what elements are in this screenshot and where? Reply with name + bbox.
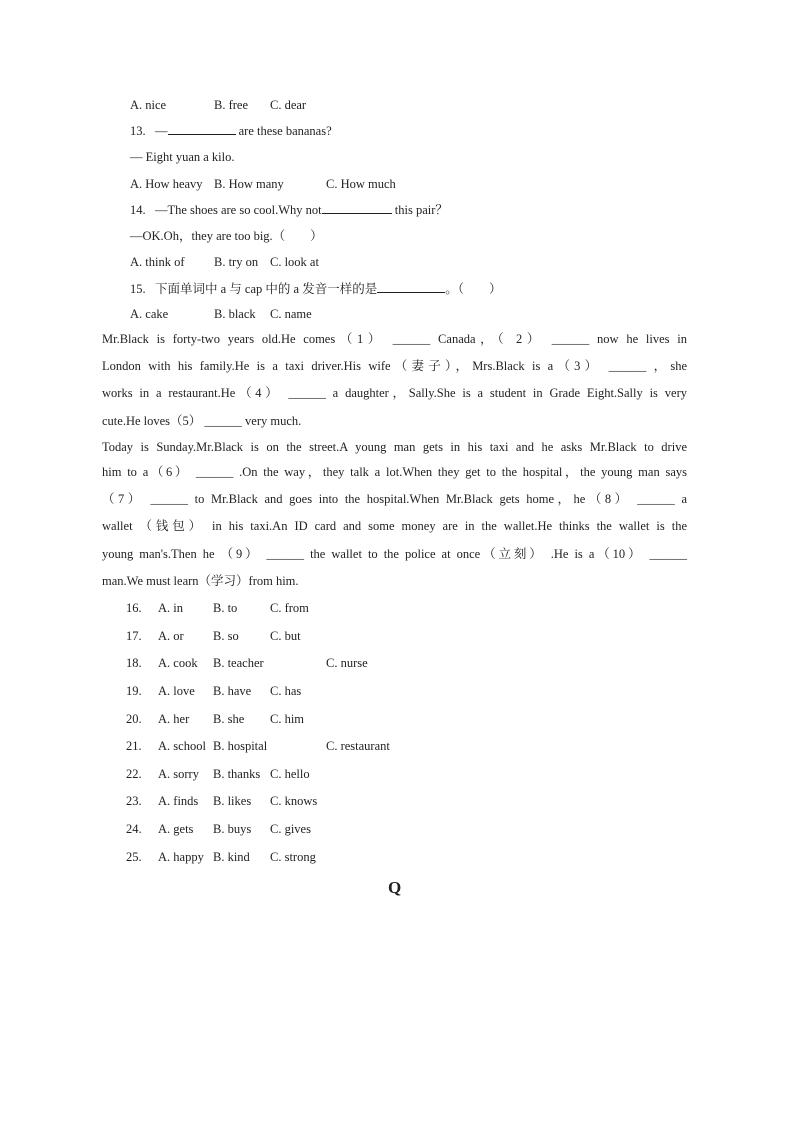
- option-c: C. strong: [270, 850, 316, 864]
- q13-number: 13.: [130, 124, 146, 138]
- option-b: B. so: [213, 629, 239, 643]
- option-b: B. kind: [213, 850, 250, 864]
- option-c: C. hello: [270, 767, 310, 781]
- option-number: 24.: [126, 822, 142, 836]
- q15-stem-pre: 下面单词中 a 与 cap 中的 a 发音一样的是: [155, 282, 378, 296]
- option-number: 22.: [126, 767, 142, 781]
- option-a: A. or: [158, 629, 184, 643]
- passage-line-1: Mr.Black is forty-two years old.He comes（1） ______ Canada，（ 2） ______ now he lives in: [102, 332, 687, 346]
- q13-dash: —: [155, 124, 168, 138]
- q14-option-b: B. try on: [214, 255, 259, 269]
- option-c: C. nurse: [326, 656, 368, 670]
- option-b: B. teacher: [213, 656, 264, 670]
- option-number: 21.: [126, 739, 142, 753]
- option-number: 20.: [126, 712, 142, 726]
- option-number: 17.: [126, 629, 142, 643]
- option-c: C. but: [270, 629, 301, 643]
- q13-option-a: A. How heavy: [130, 177, 203, 191]
- option-b: B. have: [213, 684, 252, 698]
- passage-line-8: wallet （钱包） in his taxi.An ID card and some money are in the wallet.He thinks the wallet is the: [102, 519, 687, 533]
- option-c: C. from: [270, 601, 309, 615]
- option-number: 16.: [126, 601, 142, 615]
- q13-stem: [130, 122, 332, 139]
- option-b: B. buys: [213, 822, 252, 836]
- q12-option-b: B. free: [214, 98, 249, 112]
- option-a: A. cook: [158, 656, 198, 670]
- q15-option-b: B. black: [214, 307, 256, 321]
- option-c: C. restaurant: [326, 739, 390, 753]
- option-a: A. gets: [158, 822, 194, 836]
- option-a: A. her: [158, 712, 190, 726]
- option-a: A. happy: [158, 850, 204, 864]
- q14-option-c: C. look at: [270, 255, 319, 269]
- option-c: C. him: [270, 712, 305, 726]
- passage-line-4: cute.He loves（5） ______ very much.: [102, 414, 302, 428]
- q14-stem-pre: —The shoes are so cool.Why not: [155, 203, 322, 217]
- q13-option-b: B. How many: [214, 177, 284, 191]
- option-a: A. finds: [158, 794, 199, 808]
- option-b: B. to: [213, 601, 238, 615]
- passage-line-9: young man's.Then he （9） ______ the wallet to the police at once（立刻） .He is a（10） ______: [102, 547, 687, 561]
- passage-line-2: London with his family.He is a taxi driver.His wife（妻子），Mrs.Black is a（3） ______ ，she: [102, 359, 687, 373]
- passage-line-10: man.We must learn（学习）from him.: [102, 574, 299, 588]
- q14-stem-post: this pair？: [394, 203, 448, 217]
- q15-number: 15.: [130, 282, 146, 296]
- option-number: 18.: [126, 656, 142, 670]
- option-c: C. knows: [270, 794, 318, 808]
- option-b: B. she: [213, 712, 245, 726]
- option-number: 23.: [126, 794, 142, 808]
- option-c: C. gives: [270, 822, 311, 836]
- q15-stem-post: 。（ ）: [445, 282, 502, 296]
- option-a: A. love: [158, 684, 195, 698]
- q13-answer: — Eight yuan a kilo.: [130, 150, 235, 164]
- q15-stem: [130, 280, 501, 297]
- q13-option-c: C. How much: [326, 177, 396, 191]
- q14-answer: —OK.Oh，they are too big.（ ）: [130, 229, 323, 243]
- option-b: B. thanks: [213, 767, 261, 781]
- q15-option-a: A. cake: [130, 307, 169, 321]
- option-number: 25.: [126, 850, 142, 864]
- q13-stem-text: are these bananas?: [238, 124, 332, 138]
- footer-mark: Q: [388, 878, 402, 897]
- option-a: A. school: [158, 739, 206, 753]
- q14-blank: [322, 201, 392, 214]
- q13-blank: [168, 122, 236, 135]
- q14-stem: [130, 201, 448, 218]
- q14-number: 14.: [130, 203, 146, 217]
- option-a: A. sorry: [158, 767, 199, 781]
- passage-line-7: （7） ______ to Mr.Black and goes into the hospital.When Mr.Black gets home，he（8） ______ a: [102, 492, 687, 506]
- option-b: B. likes: [213, 794, 252, 808]
- option-c: C. has: [270, 684, 302, 698]
- passage-line-5: Today is Sunday.Mr.Black is on the street.A young man gets in his taxi and he asks Mr.Black to drive: [102, 440, 687, 454]
- q15-blank: [377, 280, 445, 293]
- q15-option-c: C. name: [270, 307, 312, 321]
- q12-option-a: A. nice: [130, 98, 167, 112]
- q12-option-c: C. dear: [270, 98, 307, 112]
- option-b: B. hospital: [213, 739, 268, 753]
- option-number: 19.: [126, 684, 142, 698]
- q14-option-a: A. think of: [130, 255, 185, 269]
- option-a: A. in: [158, 601, 183, 615]
- passage-line-6: him to a（6） ______ .On the way，they talk a lot.When they get to the hospital，the young man says: [102, 465, 687, 479]
- passage-line-3: works in a restaurant.He（4） ______ a daughter，Sally.She is a student in Grade Eight.Sally is very: [102, 386, 687, 400]
